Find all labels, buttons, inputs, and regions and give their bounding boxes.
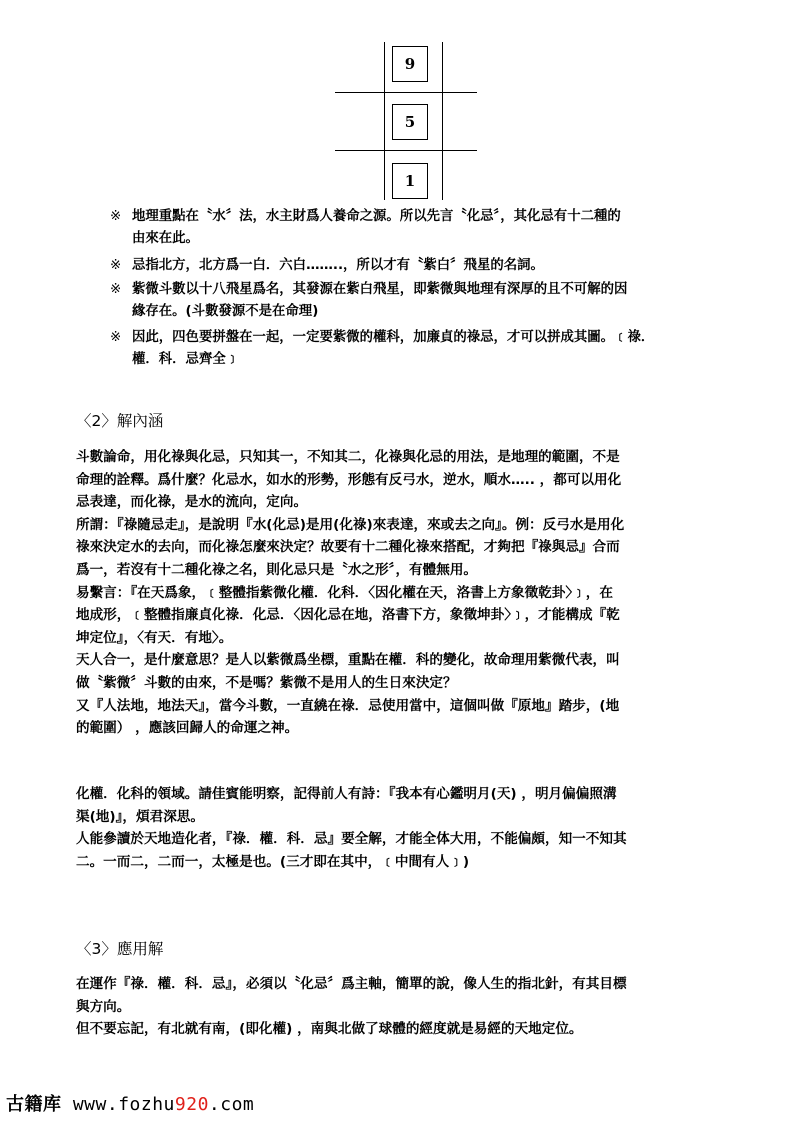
note-line: 由來在此。 <box>132 231 199 246</box>
paragraph-line: 人能參讀於天地造化者，『祿．權．科．忌』要全解，才能全体大用，不能偏頗，知一不知其 <box>76 831 627 848</box>
paragraph-line: 化權．化科的領域。請佳賓能明察，記得前人有詩：『我本有心鑑明月(天) ，明月偏偏照溝 <box>76 786 617 802</box>
section-3-body <box>76 973 736 1041</box>
watermark-site-post: .com <box>208 1094 255 1115</box>
paragraph-line: 地成形，﹝整體指廉貞化祿．化忌．〈因化忌在地，洛書下方，象徵坤卦〉﹞，才能構成『乾 <box>76 607 620 624</box>
paragraph-line: 天人合一，是什麼意思？是人以紫微爲坐標，重點在權．科的變化，故命理用紫微代表，叫 <box>76 652 620 669</box>
section-2-body <box>76 446 736 740</box>
diagram-v-line-left <box>384 42 385 200</box>
diagram-box-middle: 5 <box>392 104 428 140</box>
paragraph-line: 在運作『祿．權．科．忌』，必須以〝化忌〞爲主軸，簡單的說，像人生的指北針，有其目標 <box>76 976 627 992</box>
note-line: 權．科．忌齊全﹞ <box>132 352 240 367</box>
note-line: 因此，四色要拼盤在一起，一定要紫微的權科，加廉貞的祿忌，才可以拼成其圖。﹝祿． <box>132 330 655 345</box>
paragraph-line: 所謂：『祿隨忌走』，是說明『水(化忌)是用(化祿)來表達，來或去之向』。例：反弓水是用化 <box>76 516 625 533</box>
watermark-site-num: 920 <box>174 1094 209 1115</box>
watermark-site-pre: www.fozhu <box>72 1094 175 1115</box>
note-2 <box>110 255 740 277</box>
paragraph-line: 爲一，若沒有十二種化祿之名，則化忌只是〝水之形〞，有體無用。 <box>76 561 478 578</box>
paragraph-line: 二。一而二，二而一，太極是也。(三才即在其中，﹝中間有人﹞) <box>76 853 470 870</box>
paragraph-line: 祿來決定水的去向，而化祿怎麼來決定？故要有十二種化祿來搭配，才夠把『祿與忌』合而 <box>76 539 620 556</box>
note-1 <box>110 206 740 250</box>
middle-body <box>76 783 736 873</box>
section-3-heading: 〈3〉應用解 <box>76 940 164 958</box>
diagram-box-top: 9 <box>392 46 428 82</box>
diagram-box-bottom: 1 <box>392 163 428 199</box>
diagram-h-line-top <box>335 92 477 93</box>
diagram-h-line-bottom <box>335 150 477 151</box>
paragraph-line: 忌表達，而化祿，是水的流向，定向。 <box>76 494 308 511</box>
paragraph-line: 命理的詮釋。爲什麼？化忌水，如水的形勢，形態有反弓水，逆水，順水….. ，都可以用化 <box>76 471 622 488</box>
note-line: 忌指北方，北方爲一白．六白……..，所以才有〝紫白〞飛星的名詞。 <box>132 258 544 273</box>
paragraph-line: 坤定位』，〈有天．有地〉。 <box>76 629 233 646</box>
paragraph-line: 但不要忘記，有北就有南，(即化權) ，南與北做了球體的經度就是易經的天地定位。 <box>76 1021 583 1038</box>
note-4 <box>110 327 740 371</box>
note-3 <box>110 279 740 323</box>
paragraph-line: 與方向。 <box>76 998 131 1015</box>
paragraph-line: 斗數論命，用化祿與化忌，只知其一，不知其二，化祿與化忌的用法，是地理的範圍，不是 <box>76 449 620 465</box>
paragraph-line: 的範圍） ，應該回歸人的命運之神。 <box>76 720 299 737</box>
paragraph-line: 做〝紫微〞斗數的由來，不是嗎？紫微不是用人的生日來決定？ <box>76 674 457 691</box>
note-line: 紫微斗數以十八飛星爲名，其發源在紫白飛星，即紫微與地理有深厚的且不可解的因 <box>132 282 628 297</box>
note-mark: ※ <box>110 258 122 273</box>
paragraph-line: 渠(地)』，煩君深思。 <box>76 808 204 825</box>
paragraph-line: 易繫言：『在天爲象，﹝整體指紫微化權．化科．〈因化權在天，洛書上方象徵乾卦〉﹞，在 <box>76 584 613 601</box>
note-mark: ※ <box>110 209 122 224</box>
note-mark: ※ <box>110 330 122 345</box>
note-line: 緣存在。(斗數發源不是在命理) <box>132 304 319 319</box>
watermark-brand: 古籍库 <box>6 1094 62 1115</box>
section-2-heading: 〈2〉解內涵 <box>76 412 164 430</box>
paragraph-line: 又『人法地，地法天』，當今斗數，一直繞在祿．忌使用當中，這個叫做『原地』踏步，(地 <box>76 697 620 714</box>
diagram-v-line-right <box>442 42 443 200</box>
note-mark: ※ <box>110 282 122 297</box>
site-watermark <box>6 1090 254 1116</box>
note-line: 地理重點在〝水〞法，水主財爲人養命之源。所以先言〝化忌〞，其化忌有十二種的 <box>132 209 621 224</box>
